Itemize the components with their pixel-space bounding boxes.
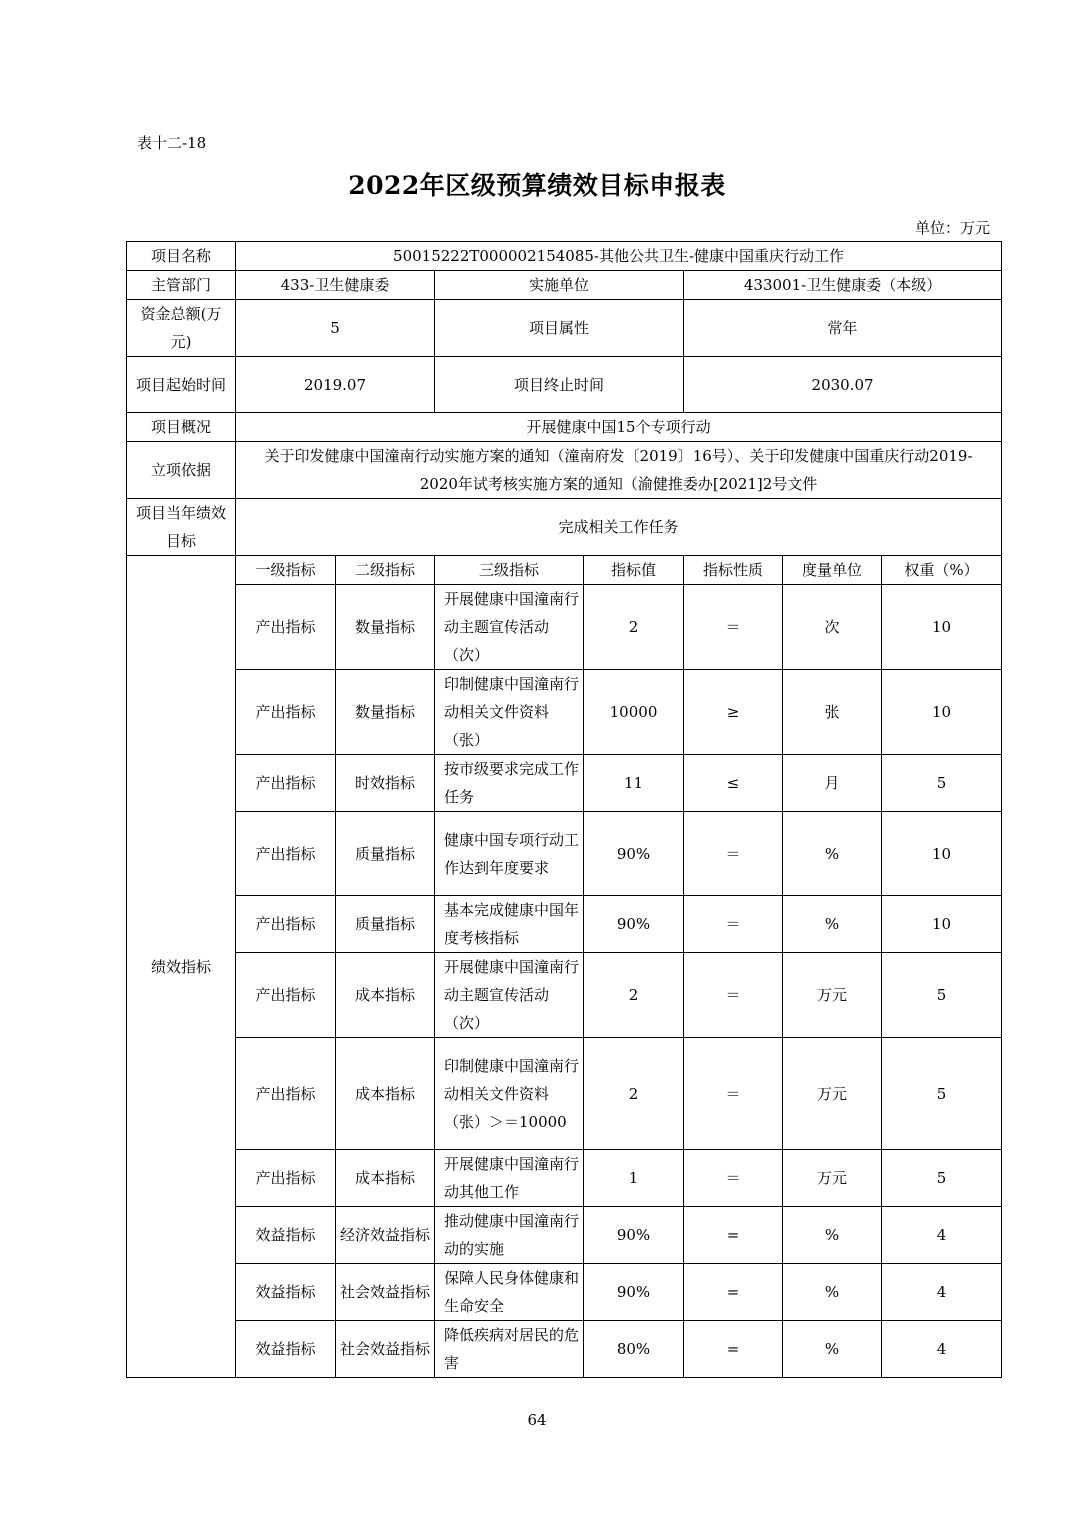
nature-cell: ≤ <box>684 755 783 812</box>
value-cell: 90% <box>584 812 684 896</box>
indicator-row <box>127 755 1002 812</box>
unit-label: 单位：万元 <box>914 219 990 237</box>
project-name-value: 50015222T000002154085-其他公共卫生-健康中国重庆行动工作 <box>236 242 1002 271</box>
level2-cell: 成本指标 <box>336 953 435 1038</box>
attr-label: 项目属性 <box>435 300 684 357</box>
unit-cell: % <box>783 1321 882 1378</box>
indicator-row <box>127 812 1002 896</box>
header-unit: 度量单位 <box>783 556 882 585</box>
indicator-header-row <box>127 556 1002 585</box>
unit-cell: 次 <box>783 585 882 670</box>
header-level3: 三级指标 <box>435 556 584 585</box>
unit-cell: % <box>783 812 882 896</box>
unit-cell: 月 <box>783 755 882 812</box>
level1-cell: 产出指标 <box>236 585 336 670</box>
dept-label: 主管部门 <box>127 271 236 300</box>
level2-cell: 社会效益指标 <box>336 1264 435 1321</box>
level1-cell: 效益指标 <box>236 1207 336 1264</box>
level1-cell: 效益指标 <box>236 1321 336 1378</box>
level3-cell: 推动健康中国潼南行动的实施 <box>435 1207 584 1264</box>
indicator-row <box>127 1321 1002 1378</box>
row-basis <box>127 442 1002 499</box>
nature-cell: = <box>684 1207 783 1264</box>
page-number: 64 <box>527 1411 547 1429</box>
row-goal <box>127 499 1002 556</box>
weight-cell: 4 <box>882 1264 1002 1321</box>
level1-cell: 产出指标 <box>236 1150 336 1207</box>
level2-cell: 时效指标 <box>336 755 435 812</box>
level1-cell: 产出指标 <box>236 670 336 755</box>
nature-cell: = <box>684 1264 783 1321</box>
nature-cell: ＝ <box>684 585 783 670</box>
weight-cell: 4 <box>882 1321 1002 1378</box>
level3-cell: 按市级要求完成工作任务 <box>435 755 584 812</box>
row-fund <box>127 300 1002 357</box>
value-cell: 2 <box>584 585 684 670</box>
basis-value: 关于印发健康中国潼南行动实施方案的通知（潼南府发〔2019〕16号）、关于印发健康中国重庆行动2019-2020年试考核实施方案的通知（渝健推委办[2021]2号文件 <box>236 442 1002 499</box>
indicator-row <box>127 953 1002 1038</box>
weight-cell: 10 <box>882 812 1002 896</box>
budget-target-table <box>126 241 1002 1378</box>
unit-cell: 万元 <box>783 953 882 1038</box>
unit-cell: % <box>783 1264 882 1321</box>
overview-value: 开展健康中国15个专项行动 <box>236 413 1002 442</box>
value-cell: 2 <box>584 953 684 1038</box>
fund-value: 5 <box>236 300 435 357</box>
level3-cell: 降低疾病对居民的危害 <box>435 1321 584 1378</box>
unit-cell: % <box>783 1207 882 1264</box>
header-weight: 权重（%） <box>882 556 1002 585</box>
value-cell: 2 <box>584 1038 684 1150</box>
level3-cell: 健康中国专项行动工作达到年度要求 <box>435 812 584 896</box>
basis-label: 立项依据 <box>127 442 236 499</box>
unit-cell: 张 <box>783 670 882 755</box>
fund-label: 资金总额(万元) <box>127 300 236 357</box>
nature-cell: = <box>684 1321 783 1378</box>
row-department <box>127 271 1002 300</box>
level3-cell: 印制健康中国潼南行动相关文件资料（张） <box>435 670 584 755</box>
weight-cell: 10 <box>882 670 1002 755</box>
level3-cell: 基本完成健康中国年度考核指标 <box>435 896 584 953</box>
header-level2: 二级指标 <box>336 556 435 585</box>
indicator-row <box>127 1038 1002 1150</box>
level3-cell: 印制健康中国潼南行动相关文件资料（张）＞＝10000 <box>435 1038 584 1150</box>
level2-cell: 成本指标 <box>336 1150 435 1207</box>
level2-cell: 质量指标 <box>336 896 435 953</box>
indicator-row <box>127 1207 1002 1264</box>
level2-cell: 经济效益指标 <box>336 1207 435 1264</box>
indicator-row <box>127 1150 1002 1207</box>
value-cell: 90% <box>584 896 684 953</box>
end-value: 2030.07 <box>684 357 1002 413</box>
level1-cell: 产出指标 <box>236 953 336 1038</box>
weight-cell: 10 <box>882 585 1002 670</box>
row-period <box>127 357 1002 413</box>
impl-value: 433001-卫生健康委（本级） <box>684 271 1002 300</box>
level1-cell: 效益指标 <box>236 1264 336 1321</box>
goal-value: 完成相关工作任务 <box>236 499 1002 556</box>
level3-cell: 开展健康中国潼南行动主题宣传活动（次） <box>435 585 584 670</box>
goal-label: 项目当年绩效目标 <box>127 499 236 556</box>
header-level1: 一级指标 <box>236 556 336 585</box>
table-number: 表十二-18 <box>137 134 207 152</box>
nature-cell: ≥ <box>684 670 783 755</box>
level1-cell: 产出指标 <box>236 812 336 896</box>
value-cell: 11 <box>584 755 684 812</box>
header-value: 指标值 <box>584 556 684 585</box>
indicator-row <box>127 1264 1002 1321</box>
value-cell: 80% <box>584 1321 684 1378</box>
unit-cell: 万元 <box>783 1038 882 1150</box>
row-project-name <box>127 242 1002 271</box>
start-value: 2019.07 <box>236 357 435 413</box>
level1-cell: 产出指标 <box>236 896 336 953</box>
indicator-row <box>127 670 1002 755</box>
weight-cell: 4 <box>882 1207 1002 1264</box>
level2-cell: 社会效益指标 <box>336 1321 435 1378</box>
impl-label: 实施单位 <box>435 271 684 300</box>
end-label: 项目终止时间 <box>435 357 684 413</box>
level3-cell: 开展健康中国潼南行动主题宣传活动（次） <box>435 953 584 1038</box>
attr-value: 常年 <box>684 300 1002 357</box>
performance-indicator-label: 绩效指标 <box>127 556 236 1378</box>
overview-label: 项目概况 <box>127 413 236 442</box>
unit-cell: % <box>783 896 882 953</box>
nature-cell: ＝ <box>684 896 783 953</box>
indicator-row <box>127 585 1002 670</box>
nature-cell: ＝ <box>684 812 783 896</box>
weight-cell: 10 <box>882 896 1002 953</box>
nature-cell: ＝ <box>684 1038 783 1150</box>
level2-cell: 成本指标 <box>336 1038 435 1150</box>
weight-cell: 5 <box>882 953 1002 1038</box>
start-label: 项目起始时间 <box>127 357 236 413</box>
nature-cell: ＝ <box>684 1150 783 1207</box>
header-nature: 指标性质 <box>684 556 783 585</box>
value-cell: 10000 <box>584 670 684 755</box>
nature-cell: ＝ <box>684 953 783 1038</box>
weight-cell: 5 <box>882 755 1002 812</box>
level3-cell: 开展健康中国潼南行动其他工作 <box>435 1150 584 1207</box>
level2-cell: 数量指标 <box>336 670 435 755</box>
project-name-label: 项目名称 <box>127 242 236 271</box>
document-title: 2022年区级预算绩效目标申报表 <box>348 171 726 200</box>
value-cell: 1 <box>584 1150 684 1207</box>
indicator-row <box>127 896 1002 953</box>
row-overview <box>127 413 1002 442</box>
value-cell: 90% <box>584 1207 684 1264</box>
dept-value: 433-卫生健康委 <box>236 271 435 300</box>
unit-cell: 万元 <box>783 1150 882 1207</box>
weight-cell: 5 <box>882 1150 1002 1207</box>
value-cell: 90% <box>584 1264 684 1321</box>
level2-cell: 数量指标 <box>336 585 435 670</box>
weight-cell: 5 <box>882 1038 1002 1150</box>
level1-cell: 产出指标 <box>236 1038 336 1150</box>
level3-cell: 保障人民身体健康和生命安全 <box>435 1264 584 1321</box>
level2-cell: 质量指标 <box>336 812 435 896</box>
level1-cell: 产出指标 <box>236 755 336 812</box>
